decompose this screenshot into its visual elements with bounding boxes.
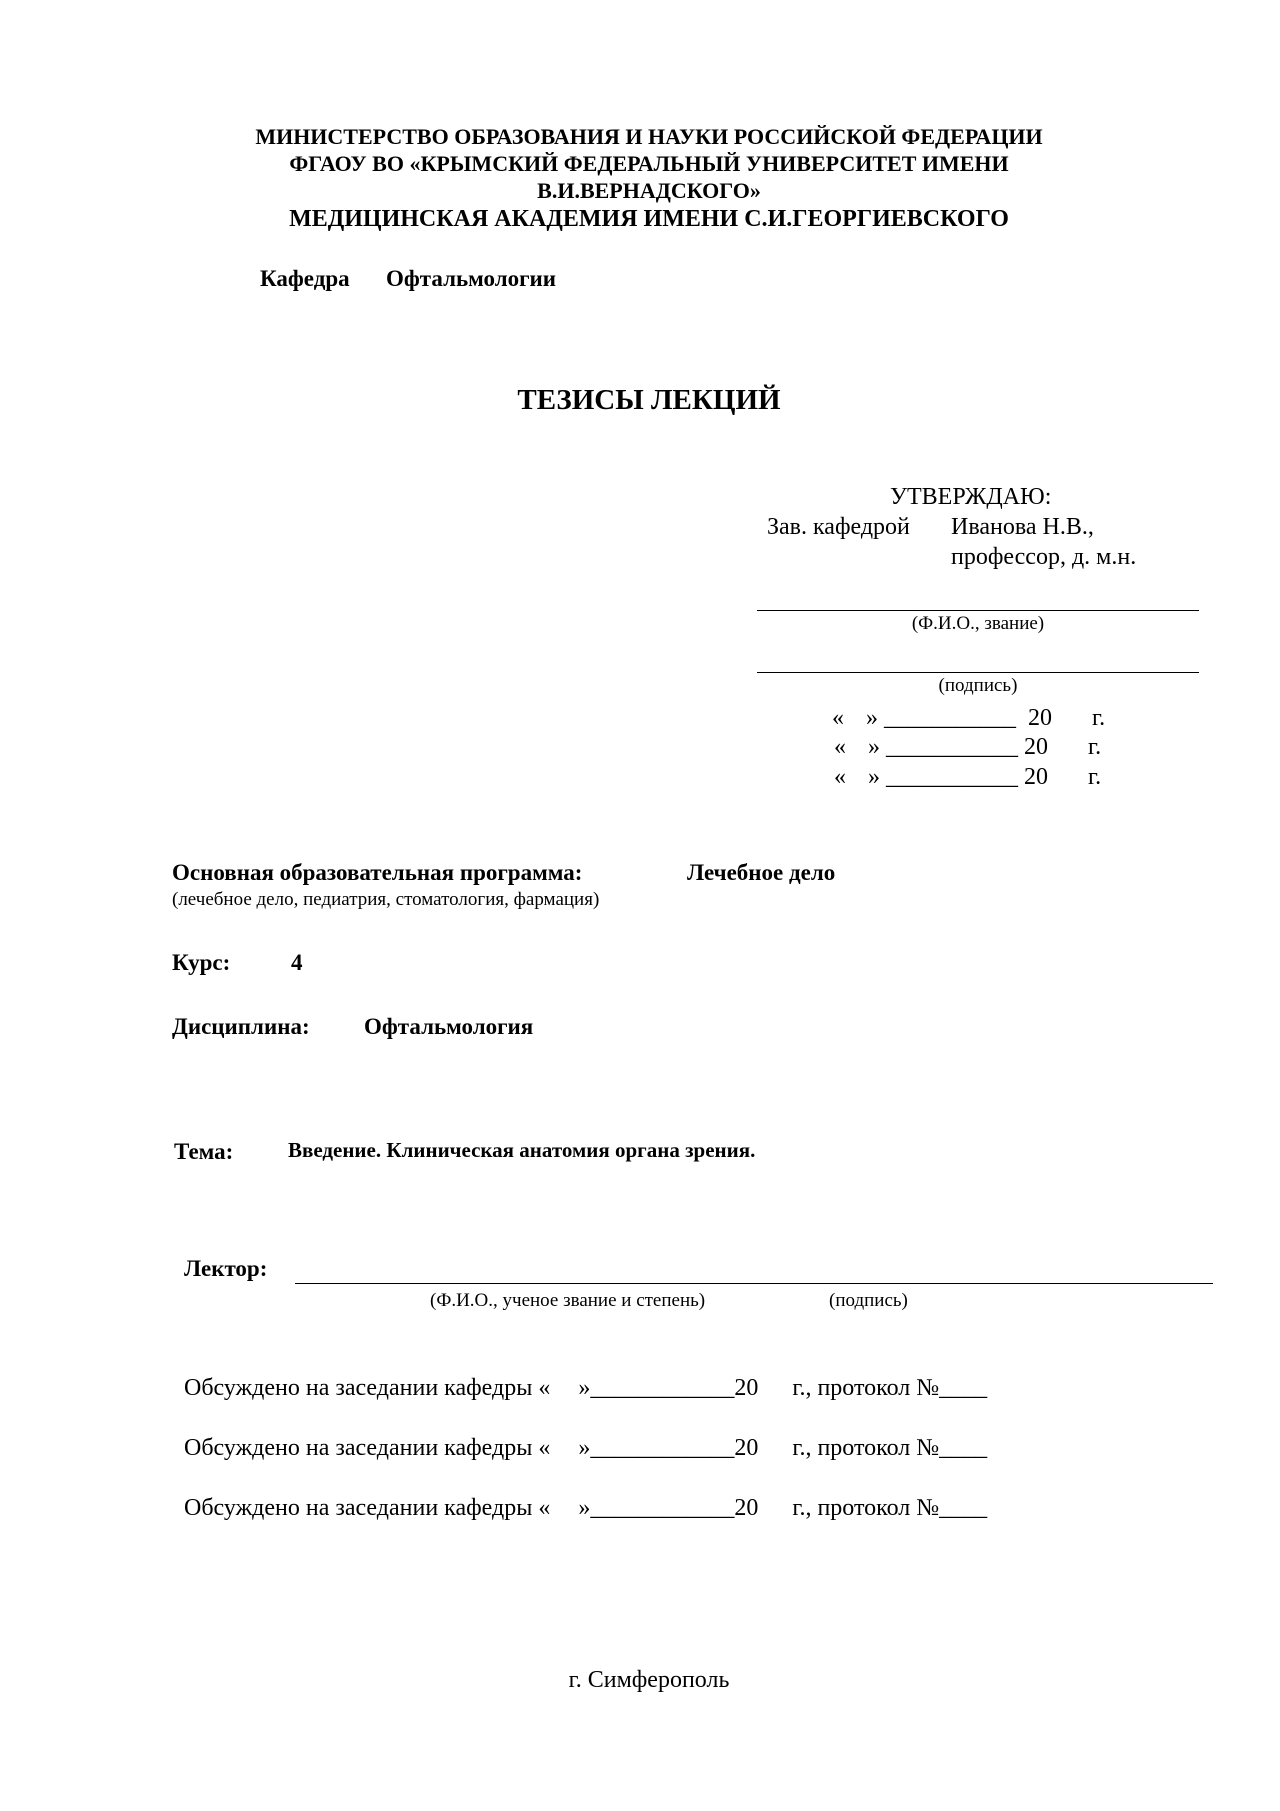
date-year: 20 [1024,764,1048,790]
header-university-name: В.И.ВЕРНАДСКОГО» [537,178,761,203]
approval-name-line [757,610,1199,611]
discussion-suffix: г., протокол №____ [792,1495,988,1521]
lecturer-signature-caption: (подпись) [829,1290,908,1311]
date-blank: ___________ [884,705,1016,731]
discussion-line [184,1435,987,1462]
discussion-text: Обсуждено на заседании кафедры « [184,1495,551,1521]
department-label: Кафедра [260,266,350,291]
approval-title: профессор, д. м.н. [951,544,1137,570]
discussion-close-quote: » [578,1375,591,1401]
discussion-blank: ____________ [590,1375,735,1401]
discipline-label: Дисциплина: [172,1014,310,1039]
header-academy: МЕДИЦИНСКАЯ АКАДЕМИЯ ИМЕНИ С.И.ГЕОРГИЕВСКОГО [289,206,1009,232]
date-close-quote: » [868,734,880,760]
approval-signature-caption: (подпись) [938,675,1018,696]
discussion-text: Обсуждено на заседании кафедры « [184,1435,551,1461]
date-year: 20 [1028,705,1052,731]
date-suffix: г. [1092,705,1106,731]
topic-value: Введение. Клиническая анатомия органа зрения. [288,1138,756,1162]
discussion-year: 20 [734,1435,759,1461]
discussion-close-quote: » [578,1495,591,1521]
date-suffix: г. [1088,734,1102,760]
approval-heading: УТВЕРЖДАЮ: [890,484,1052,510]
date-blank: ___________ [886,734,1018,760]
discussion-line [184,1495,987,1522]
header-university: ФГАОУ ВО «КРЫМСКИЙ ФЕДЕРАЛЬНЫЙ УНИВЕРСИТЕТ ИМЕНИ [289,151,1009,176]
date-year: 20 [1024,734,1048,760]
city-footer: г. Симферополь [568,1667,730,1693]
date-blank: ___________ [886,764,1018,790]
department-value: Офтальмологии [386,266,557,291]
discussion-year: 20 [734,1495,759,1521]
course-value: 4 [291,950,303,975]
discussion-suffix: г., протокол №____ [792,1435,988,1461]
date-close-quote: » [866,705,878,731]
discussion-text: Обсуждено на заседании кафедры « [184,1375,551,1401]
approval-date-line [834,734,1101,761]
date-open-quote: « [834,764,846,790]
discussion-close-quote: » [578,1435,591,1461]
date-suffix: г. [1088,764,1102,790]
discussion-blank: ____________ [590,1495,735,1521]
approval-name-caption: (Ф.И.О., звание) [911,613,1045,634]
lecturer-line [295,1283,1213,1284]
header-ministry: МИНИСТЕРСТВО ОБРАЗОВАНИЯ И НАУКИ РОССИЙСКОЙ ФЕДЕРАЦИИ [255,124,1043,149]
topic-label: Тема: [174,1139,234,1164]
discussion-line [184,1375,987,1402]
lecturer-label: Лектор: [184,1256,268,1281]
approval-signature-line [757,672,1199,673]
discipline-value: Офтальмология [364,1014,534,1039]
approval-date-line [834,764,1101,791]
program-label: Основная образовательная программа: [172,860,583,885]
approval-name: Иванова Н.В., [951,514,1094,540]
program-hint: (лечебное дело, педиатрия, стоматология, фармация) [172,889,600,910]
date-open-quote: « [834,734,846,760]
date-open-quote: « [832,705,844,731]
course-label: Курс: [172,950,231,975]
lecturer-name-caption: (Ф.И.О., ученое звание и степень) [430,1290,706,1311]
document-title: ТЕЗИСЫ ЛЕКЦИЙ [517,384,781,416]
program-value: Лечебное дело [687,860,836,885]
approval-date-line [832,705,1105,732]
date-close-quote: » [868,764,880,790]
approval-position: Зав. кафедрой [767,514,910,540]
discussion-suffix: г., протокол №____ [792,1375,988,1401]
discussion-blank: ____________ [590,1435,735,1461]
discussion-year: 20 [734,1375,759,1401]
